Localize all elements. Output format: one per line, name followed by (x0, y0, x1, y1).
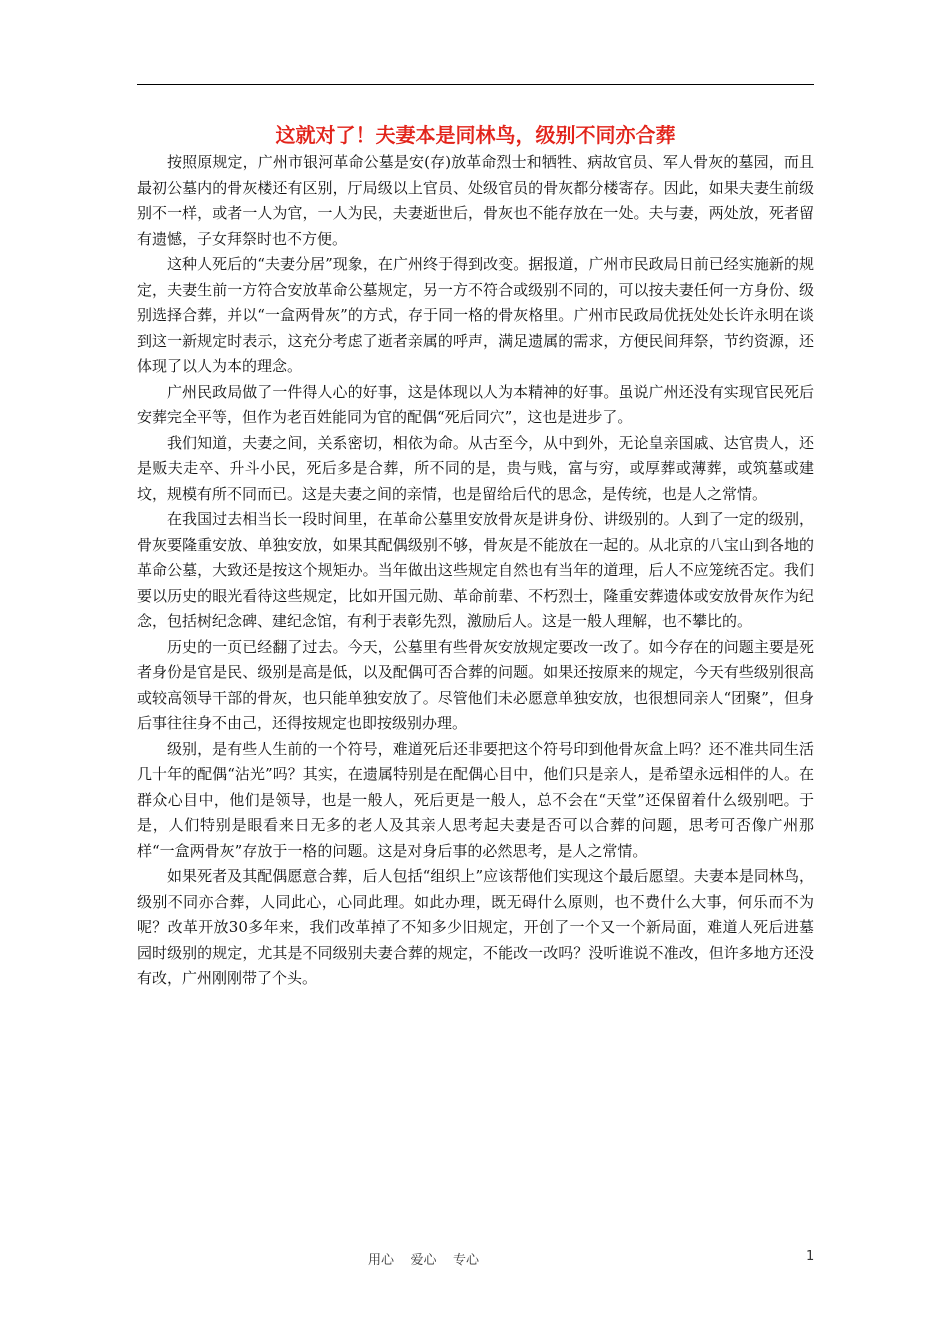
paragraph-2: 这种人死后的“夫妻分居”现象，在广州终于得到改变。据报道，广州市民政局日前已经实施新的规定，夫妻生前一方符合安放革命公墓规定，另一方不符合或级别不同的，可以按夫妻任何一方身份、级别选择合葬，并以“一盒两骨灰”的方式，存于同一格的骨灰格里。广州市民政局优抚处处长许永明在谈到这一新规定时表示，这充分考虑了逝者亲属的呼声，满足遗属的需求，方便民间拜祭，节约资源，还体现了以人为本的理念。 (137, 255, 814, 375)
footer-motto: 用心 爱心 专心 (368, 1253, 480, 1268)
paragraph-3: 广州民政局做了一件得人心的好事，这是体现以人为本精神的好事。虽说广州还没有实现官民死后安葬完全平等，但作为老百姓能同为官的配偶“死后同穴”，这也是进步了。 (137, 382, 814, 426)
document-title: 这就对了！夫妻本是同林鸟，级别不同亦合葬 (275, 123, 676, 147)
paragraph-5: 在我国过去相当长一段时间里，在革命公墓里安放骨灰是讲身份、讲级别的。人到了一定的级别，骨灰要隆重安放、单独安放，如果其配偶级别不够，骨灰是不能放在一起的。从北京的八宝山到各地的革命公墓，大致还是按这个规矩办。当年做出这些规定自然也有当年的道理，后人不应笼统否定。我们要以历史的眼光看待这些规定，比如开国元勋、革命前辈、不朽烈士，隆重安葬遗体或安放骨灰作为纪念，包括树纪念碑、建纪念馆，有利于表彰先烈，激励后人。这是一般人理解，也不攀比的。 (137, 510, 814, 630)
article-body (137, 150, 814, 992)
paragraph-6: 历史的一页已经翻了过去。今天，公墓里有些骨灰安放规定要改一改了。如今存在的问题主要是死者身份是官是民、级别是高是低，以及配偶可否合葬的问题。如果还按原来的规定，今天有些级别很高或较高领导干部的骨灰，也只能单独安放了。尽管他们未必愿意单独安放，也很想同亲人“团聚”，但身后事往往身不由己，还得按规定也即按级别办理。 (137, 637, 814, 732)
paragraph-7: 级别，是有些人生前的一个符号，难道死后还非要把这个符号印到他骨灰盒上吗？还不准共同生活几十年的配偶“沾光”吗？其实，在遗属特别是在配偶心目中，他们只是亲人，是希望永远相伴的人。在群众心目中，他们是领导，也是一般人，死后更是一般人，总不会在“天堂”还保留着什么级别吧。于是，人们特别是眼看来日无多的老人及其亲人思考起夫妻是否可以合葬的问题，思考可否像广州那样“一盒两骨灰”存放于一格的问题。这是对身后事的必然思考，是人之常情。 (137, 739, 814, 860)
header-rule (137, 84, 814, 85)
paragraph-4: 我们知道，夫妻之间，关系密切，相依为命。从古至今，从中到外，无论皇亲国戚、达官贵人，还是贩夫走卒、升斗小民，死后多是合葬，所不同的是，贵与贱，富与穷，或厚葬或薄葬，或筑墓或建坟，规模有所不同而已。这是夫妻之间的亲情，也是留给后代的思念，是传统，也是人之常情。 (137, 433, 814, 503)
paragraph-1: 按照原规定，广州市银河革命公墓是安(存)放革命烈士和牺牲、病故官员、军人骨灰的墓园，而且最初公墓内的骨灰楼还有区别，厅局级以上官员、处级官员的骨灰都分楼寄存。因此，如果夫妻生前级别不一样，或者一人为官，一人为民，夫妻逝世后，骨灰也不能存放在一处。夫与妻，两处放，死者留有遗憾，子女拜祭时也不方便。 (137, 153, 814, 248)
page-number: 1 (806, 1249, 815, 1264)
paragraph-8: 如果死者及其配偶愿意合葬，后人包括“组织上”应该帮他们实现这个最后愿望。夫妻本是同林鸟，级别不同亦合葬，人同此心，心同此理。如此办理，既无碍什么原则，也不费什么大事，何乐而不为呢？改革开放30多年来，我们改革掉了不知多少旧规定，开创了一个又一个新局面，难道人死后进墓园时级别的规定，尤其是不同级别夫妻合葬的规定，不能改一改吗？没听谁说不准改，但许多地方还没有改，广州刚刚带了个头。 (137, 867, 814, 987)
